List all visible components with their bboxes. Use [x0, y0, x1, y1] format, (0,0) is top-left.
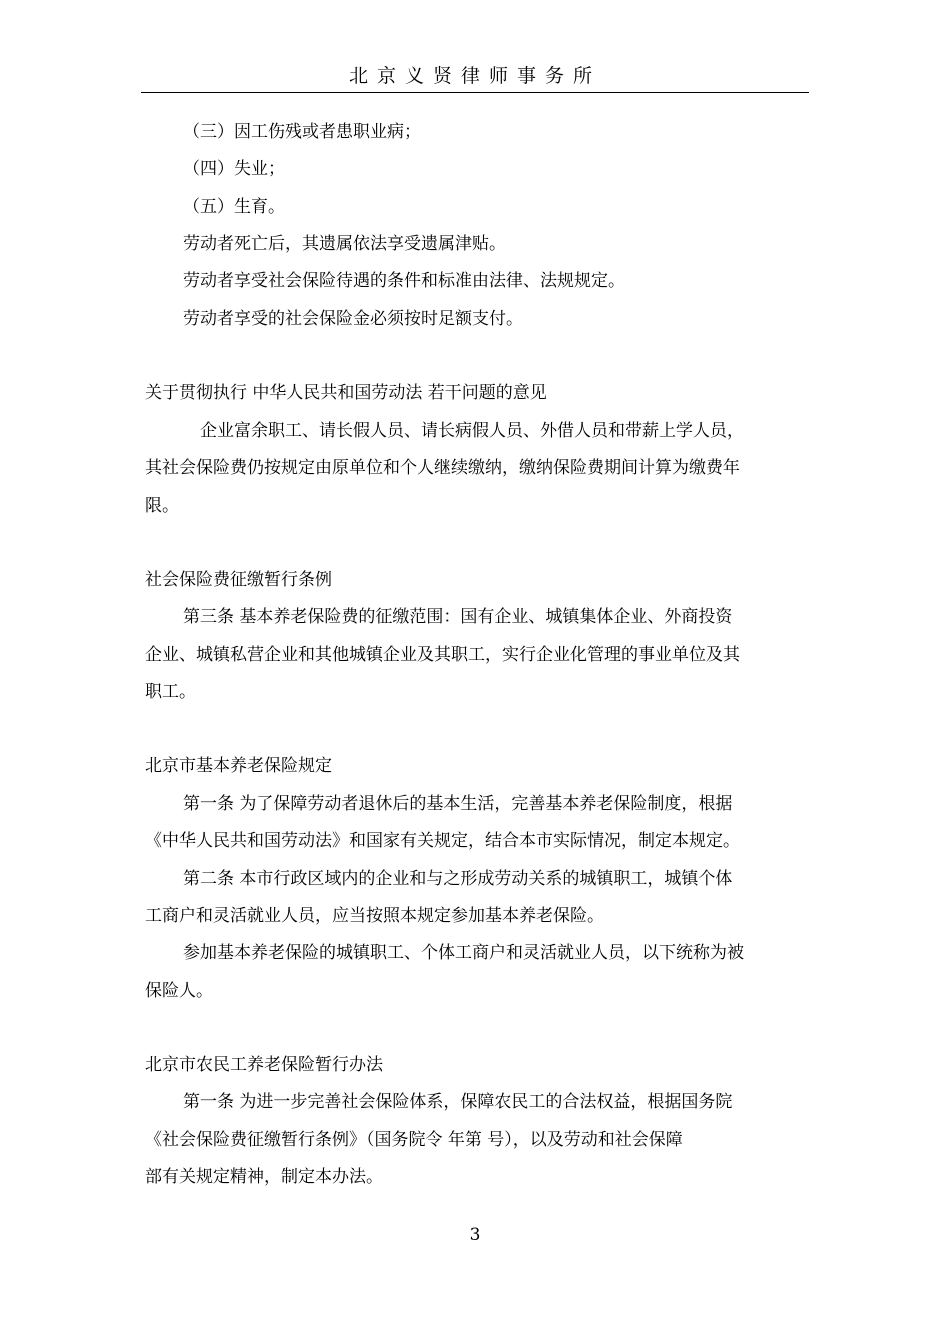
list-item-5: （五）生育。 — [183, 197, 285, 217]
body-paragraph: 职工。 — [145, 682, 196, 702]
body-paragraph: 第一条 为进一步完善社会保险体系，保障农民工的合法权益，根据国务院 — [183, 1092, 733, 1112]
body-paragraph: 第二条 本市行政区域内的企业和与之形成劳动关系的城镇职工，城镇个体 — [183, 869, 733, 889]
list-item-3: （三）因工伤残或者患职业病； — [183, 122, 421, 142]
list-item-4: （四）失业； — [183, 159, 285, 179]
body-paragraph: 《社会保险费征缴暂行条例》（国务院令 年第 号），以及劳动和社会保障 — [145, 1130, 683, 1150]
section-heading: 社会保险费征缴暂行条例 — [145, 570, 332, 590]
body-paragraph: 参加基本养老保险的城镇职工、个体工商户和灵活就业人员，以下统称为被 — [183, 943, 744, 963]
body-paragraph: 第一条 为了保障劳动者退休后的基本生活，完善基本养老保险制度，根据 — [183, 794, 733, 814]
section-heading: 北京市农民工养老保险暂行办法 — [145, 1055, 383, 1075]
body-paragraph: 劳动者享受的社会保险金必须按时足额支付。 — [183, 309, 523, 329]
body-paragraph: 保险人。 — [145, 981, 213, 1001]
body-paragraph: 部有关规定精神，制定本办法。 — [145, 1167, 383, 1187]
body-paragraph: 限。 — [145, 496, 179, 516]
body-paragraph: 《中华人民共和国劳动法》和国家有关规定，结合本市实际情况，制定本规定。 — [145, 831, 740, 851]
section-heading: 北京市基本养老保险规定 — [145, 756, 332, 776]
body-paragraph: 劳动者享受社会保险待遇的条件和标准由法律、法规规定。 — [183, 271, 625, 291]
body-paragraph: 第三条 基本养老保险费的征缴范围：国有企业、城镇集体企业、外商投资 — [183, 607, 733, 627]
body-paragraph: 工商户和灵活就业人员，应当按照本规定参加基本养老保险。 — [145, 906, 604, 926]
section-heading: 关于贯彻执行 中华人民共和国劳动法 若干问题的意见 — [145, 383, 547, 403]
body-paragraph: 企业富余职工、请长假人员、请长病假人员、外借人员和带薪上学人员， — [200, 421, 744, 441]
letterhead-title: 北京义贤律师事务所 — [141, 60, 809, 93]
page-number: 3 — [469, 1225, 481, 1245]
body-paragraph: 劳动者死亡后，其遗属依法享受遗属津贴。 — [183, 234, 506, 254]
body-paragraph: 企业、城镇私营企业和其他城镇企业及其职工，实行企业化管理的事业单位及其 — [145, 645, 740, 665]
body-paragraph: 其社会保险费仍按规定由原单位和个人继续缴纳，缴纳保险费期间计算为缴费年 — [145, 458, 740, 478]
